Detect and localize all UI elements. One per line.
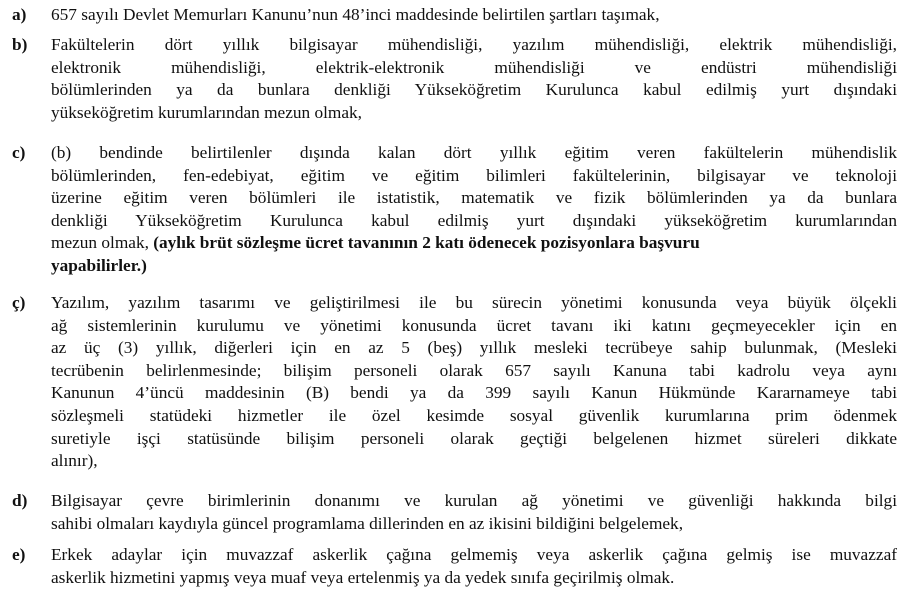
bold-emphasis: yapabilirler.) [51, 255, 147, 275]
text-line [51, 255, 897, 278]
text-line: alınır), [51, 451, 98, 471]
text-line: askerlik hizmetini yapmış veya muaf veya ertelenmiş ya da yedek sınıfa geçirilmiş olmak. [51, 567, 675, 587]
text-line: 657 sayılı Devlet Memurları Kanunu’nun 48’inci maddesinde belirtilen şartları taşımak, [51, 5, 660, 24]
text-line: az üç (3) yıllık, diğerleri için en az 5 (beş) yıllık mesleki tecrübeye sahip bulunmak, (Mesleki [51, 338, 897, 358]
text-line: ağ sistemlerinin kurulumu ve yönetimi konusunda ücret tavanı iki katını geçmeyecekler için en [51, 315, 897, 335]
text-line: sözleşmeli statüdeki hizmetler ile özel kesimde sosyal güvenlik kurumlarına prim ödenmek [51, 405, 897, 425]
text-line: (b) bendinde belirtilenler dışında kalan dört yıllık eğitim veren fakültelerin mühendislik [51, 143, 897, 162]
text-line: Erkek adaylar için muvazzaf askerlik çağına gelmemiş veya askerlik çağına gelmiş ise muvazzaf [51, 545, 897, 564]
text-line: yükseköğretim kurumlarından mezun olmak, [51, 102, 362, 122]
item-marker: c) [12, 143, 26, 162]
text-line: suretiyle işçi statüsünde bilişim personeli olarak geçtiği belgelenen hizmet süreleri dikkate [51, 428, 897, 448]
text-line-mixed [51, 232, 897, 255]
item-marker: d) [12, 491, 28, 510]
text-line: elektronik mühendisliği, elektrik-elektronik mühendisliği ve endüstri mühendisliği [51, 57, 897, 77]
item-text [51, 34, 897, 124]
item-text [51, 292, 897, 473]
text-line: tecrübenin belirlenmesinde; bilişim personeli olarak 657 sayılı Kanuna tabi kadrolu veya aynı [51, 360, 897, 380]
item-text [51, 142, 897, 278]
item-text [51, 490, 897, 535]
text-line: Fakültelerin dört yıllık bilgisayar mühendisliği, yazılım mühendisliği, elektrik mühendisliği, [51, 35, 897, 54]
plain-text: mezun olmak, [51, 233, 154, 253]
text-line: denkliği Yükseköğretim Kurulunca kabul edilmiş yurt dışındaki yükseköğretim kurumlarından [51, 210, 897, 230]
bold-emphasis: (aylık brüt sözleşme ücret tavanının 2 katı ödenecek pozisyonlara başvuru [153, 233, 700, 253]
item-marker: e) [12, 545, 26, 564]
text-line: Bilgisayar çevre birimlerinin donanımı ve kurulan ağ yönetimi ve güvenliği hakkında bilgi [51, 491, 897, 510]
text-line: Yazılım, yazılım tasarımı ve geliştirilmesi ile bu sürecin yönetimi konusunda veya büyük ölçekli [51, 293, 897, 312]
text-line: bölümlerinden, fen-edebiyat, eğitim ve eğitim bilimleri fakültelerinin, bilgisayar ve teknoloji [51, 165, 897, 185]
text-line: üzerine eğitim veren bölümleri ile istatistik, matematik ve fizik bölümlerinden ya da bunlara [51, 188, 897, 208]
item-marker: ç) [12, 293, 26, 312]
text-line: Kanunun 4’üncü maddesinin (B) bendi ya da 399 sayılı Kanun Hükmünde Kararnameye tabi [51, 383, 897, 403]
text-line: sahibi olmaları kaydıyla güncel programlama dillerinden en az ikisini bildiğini belgelemek, [51, 513, 684, 533]
item-marker: a) [12, 5, 27, 24]
text-line: bölümlerinden ya da bunlara denkliği Yükseköğretim Kurulunca kabul edilmiş yurt dışındaki [51, 80, 897, 100]
item-text [51, 4, 897, 27]
item-text [51, 544, 897, 589]
item-marker: b) [12, 35, 28, 54]
